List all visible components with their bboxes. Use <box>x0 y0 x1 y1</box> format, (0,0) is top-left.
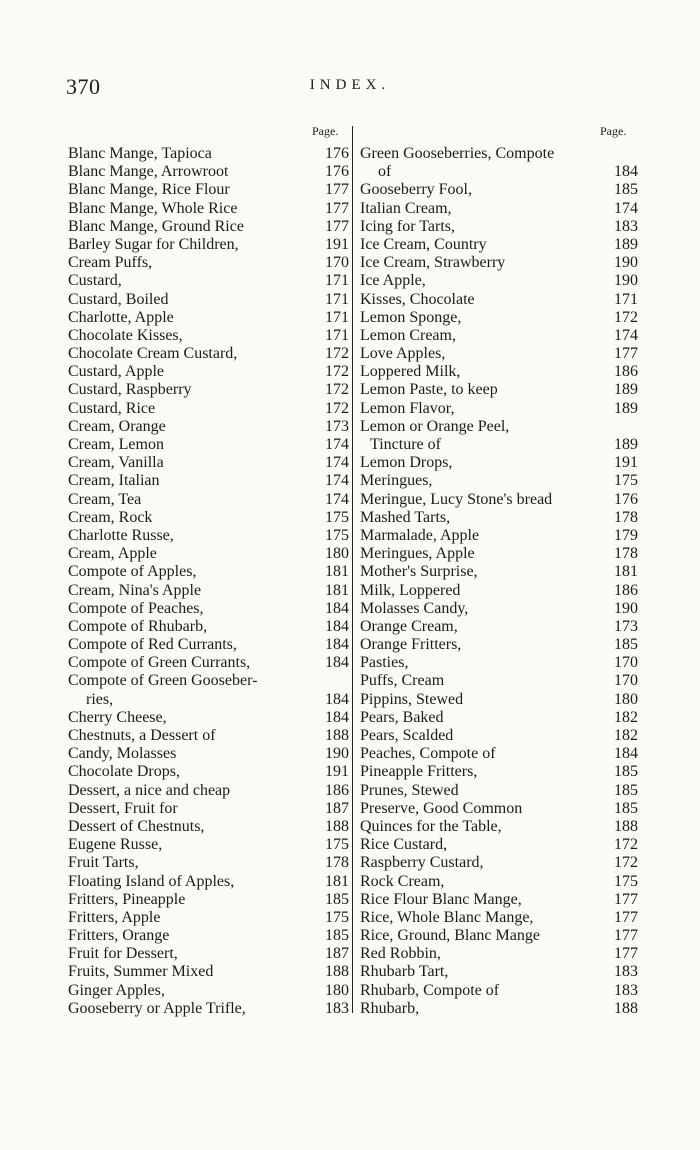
index-entry <box>360 418 638 436</box>
index-entry-page: 184 <box>614 745 638 763</box>
index-entry <box>360 745 638 763</box>
index-entry <box>360 491 638 509</box>
index-entry-page: 178 <box>614 508 638 526</box>
index-entry-text: Pippins, Stewed <box>360 690 464 708</box>
index-entry-text: Pears, Scalded <box>360 727 454 744</box>
index-entry <box>68 509 349 527</box>
index-entry-text: Dessert of Chestnuts, <box>68 817 205 835</box>
index-entry-page: 190 <box>614 254 638 272</box>
index-entry-text: Fritters, Apple <box>68 908 161 926</box>
index-entry-page: 180 <box>325 981 349 999</box>
index-entry-text: Lemon Drops, <box>360 454 453 472</box>
index-entry <box>68 963 349 981</box>
index-entry-page: 177 <box>614 927 638 945</box>
index-entry-page: 170 <box>614 654 638 672</box>
index-entry-text: Fruit Tarts, <box>68 854 139 872</box>
index-entry-page: 183 <box>614 217 638 235</box>
index-entry-page: 187 <box>325 945 349 963</box>
index-entry <box>68 345 349 363</box>
index-entry-text: Ice Cream, Strawberry <box>360 254 506 272</box>
index-entry-page: 177 <box>325 217 349 235</box>
index-entry <box>68 181 349 199</box>
index-entry-page: 189 <box>614 381 638 399</box>
index-entry <box>360 818 638 836</box>
index-entry-text: Molasses Candy, <box>360 599 469 617</box>
index-entry <box>68 636 349 654</box>
index-entry <box>68 836 349 854</box>
index-entry <box>360 200 638 218</box>
index-entry-page: 177 <box>325 199 349 217</box>
index-entry-text: Rice Flour Blanc Mange, <box>360 890 522 908</box>
index-entry-page: 174 <box>614 326 638 344</box>
index-entry-text: Cherry Cheese, <box>68 708 167 726</box>
index-entry <box>360 545 638 563</box>
index-entry-text: Cream, Rock <box>68 508 153 526</box>
index-entry-text: Fritters, Pineapple <box>68 890 186 908</box>
index-entry-page: 178 <box>614 545 638 563</box>
index-entry-page: 177 <box>614 345 638 363</box>
index-entry <box>68 982 349 1000</box>
index-entry <box>68 800 349 818</box>
index-entry-text: Rhubarb, Compote of <box>360 981 500 999</box>
index-entry-page: 172 <box>325 399 349 417</box>
index-entry-page: 174 <box>325 454 349 472</box>
index-entry-text: Custard, Rice <box>68 399 156 417</box>
index-entry <box>68 709 349 727</box>
index-entry-text: Icing for Tarts, <box>360 217 455 235</box>
index-entry <box>68 218 349 236</box>
index-entry-text: Barley Sugar for Children, <box>68 235 239 253</box>
index-entry-text: Blanc Mange, Whole Rice <box>68 199 238 217</box>
page-number: 370 <box>66 74 101 99</box>
index-entry-page: 172 <box>325 345 349 363</box>
index-entry-text: Meringues, <box>360 472 433 490</box>
index-entry-page: 175 <box>325 526 349 544</box>
index-entry-text: Gooseberry or Apple Trifle, <box>68 999 246 1017</box>
index-entry <box>360 400 638 418</box>
index-entry <box>68 763 349 781</box>
index-entry-page: 176 <box>325 163 349 181</box>
index-entry <box>68 418 349 436</box>
right-page-column-label: Page. <box>600 124 627 138</box>
index-entry-page: 179 <box>614 526 638 544</box>
index-entry <box>360 654 638 672</box>
index-entry-text: Eugene Russe, <box>68 836 163 854</box>
index-entry-page: 175 <box>325 508 349 526</box>
index-entry <box>360 163 638 181</box>
index-entry-text: Cream Puffs, <box>68 254 153 272</box>
index-entry-text: Loppered Milk, <box>360 363 461 381</box>
index-entry <box>360 982 638 1000</box>
index-entry-page: 185 <box>614 181 638 199</box>
index-entry-page: 183 <box>325 999 349 1017</box>
index-entry <box>360 272 638 290</box>
index-entry <box>360 509 638 527</box>
index-entry <box>68 272 349 290</box>
index-entry-page: 170 <box>614 672 638 690</box>
index-entry-text: Lemon Sponge, <box>360 308 462 326</box>
index-entry <box>360 945 638 963</box>
index-entry-text: Dessert, a nice and cheap <box>68 781 231 799</box>
index-entry-text: Meringues, Apple <box>360 545 475 563</box>
index-entry-page: 171 <box>325 326 349 344</box>
index-entry <box>68 381 349 399</box>
index-entry-text: Meringue, Lucy Stone's bread <box>360 490 553 508</box>
index-entry-page: 190 <box>325 745 349 763</box>
index-entry-text: Compote of Green Currants, <box>68 654 251 672</box>
index-entry <box>360 727 638 745</box>
index-entry <box>360 873 638 891</box>
index-entry <box>360 236 638 254</box>
index-entry <box>68 163 349 181</box>
index-entry-text: Quinces for the Table, <box>360 817 502 835</box>
index-entry-text: Tincture of <box>370 436 441 453</box>
index-entry <box>68 400 349 418</box>
index-entry-page: 172 <box>325 381 349 399</box>
index-entry <box>68 254 349 272</box>
index-entry-text: Blanc Mange, Ground Rice <box>68 217 244 235</box>
index-entry-text: Kisses, Chocolate <box>360 290 475 308</box>
index-entry <box>68 363 349 381</box>
index-entry <box>68 527 349 545</box>
index-entry-page: 181 <box>614 563 638 581</box>
index-entry-text: Chocolate Cream Custard, <box>68 345 238 363</box>
index-entry-text: Charlotte, Apple <box>68 308 174 326</box>
index-entry-page: 185 <box>614 763 638 781</box>
index-entry <box>68 436 349 454</box>
index-entry-text: Cream, Nina's Apple <box>68 581 202 599</box>
index-entry <box>360 291 638 309</box>
index-entry-page: 173 <box>614 617 638 635</box>
index-entry-page: 178 <box>325 854 349 872</box>
index-entry-text: Charlotte Russe, <box>68 526 174 544</box>
index-entry <box>360 1000 638 1018</box>
index-entry-page: 172 <box>614 854 638 872</box>
index-entry-text: ries, <box>86 690 114 708</box>
index-entry-text: Lemon Cream, <box>360 326 456 344</box>
index-entry-text: Red Robbin, <box>360 945 441 963</box>
index-entry <box>68 873 349 891</box>
index-entry <box>360 836 638 854</box>
index-entry-text: Candy, Molasses <box>68 745 177 763</box>
index-entry-text: Lemon Flavor, <box>360 399 455 417</box>
index-entry-text: Blanc Mange, Arrowroot <box>68 163 229 181</box>
index-entry-text: Rice, Ground, Blanc Mange <box>360 927 540 945</box>
index-entry <box>68 818 349 836</box>
index-entry <box>360 672 638 690</box>
index-entry <box>360 254 638 272</box>
index-entry-text: Blanc Mange, Rice Flour <box>68 181 230 199</box>
index-entry-page: 184 <box>325 654 349 672</box>
index-entry <box>360 381 638 399</box>
index-entry-page: 183 <box>614 963 638 981</box>
index-entry-text: Compote of Rhubarb, <box>68 617 208 635</box>
index-entry-text: Raspberry Custard, <box>360 854 484 872</box>
index-entry-page: 177 <box>614 945 638 963</box>
index-entry-text: Fritters, Orange <box>68 927 170 945</box>
index-entry <box>360 472 638 490</box>
index-entry <box>360 782 638 800</box>
index-entry-text: Cream, Lemon <box>68 436 164 453</box>
index-entry-page: 185 <box>325 890 349 908</box>
index-entry-page: 172 <box>614 836 638 854</box>
index-entry-page: 191 <box>614 454 638 472</box>
index-entry-page: 186 <box>325 781 349 799</box>
index-entry-page: 188 <box>325 817 349 835</box>
index-entry-page: 173 <box>325 417 349 435</box>
index-entry <box>68 945 349 963</box>
index-entry <box>360 345 638 363</box>
right-index-column <box>360 145 638 1018</box>
index-entry-text: Floating Island of Apples, <box>68 872 235 890</box>
index-entry <box>360 709 638 727</box>
index-entry <box>360 636 638 654</box>
index-entry-page: 189 <box>614 399 638 417</box>
index-entry-text: Cream, Italian <box>68 472 160 490</box>
index-entry <box>68 454 349 472</box>
index-entry-text: Dessert, Fruit for <box>68 799 178 817</box>
index-entry-page: 191 <box>325 235 349 253</box>
index-entry-page: 185 <box>325 927 349 945</box>
index-entry-page: 174 <box>325 472 349 490</box>
left-page-column-label: Page. <box>312 124 339 138</box>
index-entry <box>68 854 349 872</box>
index-entry-page: 184 <box>325 690 349 708</box>
index-entry-text: Ice Cream, Country <box>360 235 487 253</box>
index-entry-text: Rhubarb Tart, <box>360 963 449 981</box>
index-entry-text: Custard, Boiled <box>68 290 169 308</box>
index-entry <box>360 927 638 945</box>
index-entry-page: 183 <box>614 981 638 999</box>
index-entry <box>360 600 638 618</box>
index-entry-text: Chocolate Kisses, <box>68 326 183 344</box>
index-entry-page: 174 <box>325 490 349 508</box>
index-entry-page: 189 <box>614 436 638 453</box>
index-entry <box>68 472 349 490</box>
index-entry-text: of <box>378 163 392 181</box>
index-entry-page: 190 <box>614 272 638 290</box>
index-entry <box>68 745 349 763</box>
index-entry-text: Rock Cream, <box>360 872 445 890</box>
index-entry <box>68 291 349 309</box>
index-entry-text: Orange Fritters, <box>360 636 462 654</box>
index-entry-page: 188 <box>325 727 349 744</box>
index-entry-text: Peaches, Compote of <box>360 745 496 763</box>
index-entry <box>360 891 638 909</box>
index-entry <box>68 727 349 745</box>
index-entry <box>68 582 349 600</box>
index-entry-page: 190 <box>614 599 638 617</box>
index-entry-text: Love Apples, <box>360 345 446 363</box>
index-entry <box>360 309 638 327</box>
index-entry-page: 184 <box>325 636 349 654</box>
index-entry <box>68 891 349 909</box>
index-entry <box>68 309 349 327</box>
index-entry-text: Rice Custard, <box>360 836 448 854</box>
index-entry-page: 184 <box>325 617 349 635</box>
index-entry <box>68 545 349 563</box>
index-entry-text: Ice Apple, <box>360 272 426 290</box>
index-entry <box>360 218 638 236</box>
index-entry-page: 177 <box>325 181 349 199</box>
index-entry-page: 186 <box>614 581 638 599</box>
index-entry-page: 170 <box>325 254 349 272</box>
index-entry-page: 180 <box>325 545 349 563</box>
index-entry <box>360 181 638 199</box>
index-entry-text: Pineapple Fritters, <box>360 763 478 781</box>
index-entry <box>68 691 349 709</box>
index-entry-text: Pears, Baked <box>360 708 444 726</box>
index-entry-page: 180 <box>614 690 638 708</box>
index-entry-page: 185 <box>614 781 638 799</box>
index-entry-page: 172 <box>614 308 638 326</box>
index-entry <box>360 909 638 927</box>
index-entry-page: 181 <box>325 872 349 890</box>
index-entry-text: Compote of Apples, <box>68 563 197 581</box>
index-entry-page: 175 <box>325 836 349 854</box>
index-entry-page: 172 <box>325 363 349 381</box>
index-entry-text: Blanc Mange, Tapioca <box>68 145 212 162</box>
index-entry <box>360 563 638 581</box>
index-entry-text: Gooseberry Fool, <box>360 181 472 199</box>
index-entry <box>360 618 638 636</box>
index-entry-page: 184 <box>325 708 349 726</box>
index-entry-page: 171 <box>325 290 349 308</box>
index-entry <box>360 145 638 163</box>
index-entry-page: 188 <box>614 817 638 835</box>
index-entry-text: Compote of Red Currants, <box>68 636 237 654</box>
index-entry <box>68 200 349 218</box>
index-entry <box>68 491 349 509</box>
index-entry-page: 187 <box>325 799 349 817</box>
left-index-column <box>68 145 349 1018</box>
index-entry-text: Preserve, Good Common <box>360 799 523 817</box>
running-head: INDEX. <box>309 77 391 93</box>
index-entry-page: 176 <box>325 145 349 162</box>
index-entry-text: Fruits, Summer Mixed <box>68 963 214 981</box>
index-entry <box>68 327 349 345</box>
index-entry <box>360 854 638 872</box>
index-entry-text: Custard, Apple <box>68 363 164 381</box>
index-entry-text: Mother's Surprise, <box>360 563 478 581</box>
index-entry-page: 176 <box>614 490 638 508</box>
index-entry-page: 185 <box>614 799 638 817</box>
index-entry-page: 181 <box>325 581 349 599</box>
index-entry-text: Cream, Vanilla <box>68 454 164 472</box>
index-entry <box>68 618 349 636</box>
index-entry-text: Pasties, <box>360 654 409 672</box>
index-entry-text: Custard, <box>68 272 122 290</box>
index-entry-text: Prunes, Stewed <box>360 781 459 799</box>
index-entry-page: 184 <box>614 163 638 181</box>
index-entry-text: Chestnuts, a Dessert of <box>68 727 216 744</box>
index-entry-text: Mashed Tarts, <box>360 508 451 526</box>
index-entry <box>68 672 349 690</box>
index-entry-page: 181 <box>325 563 349 581</box>
index-entry-text: Fruit for Dessert, <box>68 945 178 963</box>
index-entry-text: Cream, Orange <box>68 417 166 435</box>
index-entry <box>360 527 638 545</box>
index-entry <box>360 454 638 472</box>
index-entry-page: 175 <box>325 908 349 926</box>
index-entry-page: 185 <box>614 636 638 654</box>
index-entry-text: Lemon Paste, to keep <box>360 381 498 399</box>
index-entry <box>360 691 638 709</box>
index-entry-page: 191 <box>325 763 349 781</box>
index-entry <box>68 600 349 618</box>
index-entry-page: 189 <box>614 235 638 253</box>
index-entry-page: 175 <box>614 472 638 490</box>
index-entry-page: 174 <box>325 436 349 453</box>
index-entry <box>360 327 638 345</box>
index-entry-page: 186 <box>614 363 638 381</box>
index-entry-page: 174 <box>614 199 638 217</box>
index-entry <box>360 436 638 454</box>
index-entry-page: 177 <box>614 908 638 926</box>
index-entry-text: Compote of Peaches, <box>68 599 204 617</box>
index-entry-text: Milk, Loppered <box>360 581 461 599</box>
index-entry <box>68 236 349 254</box>
index-entry-text: Puffs, Cream <box>360 672 445 690</box>
index-entry-text: Lemon or Orange Peel, <box>360 417 510 435</box>
index-entry-text: Cream, Tea <box>68 490 142 508</box>
index-entry <box>360 582 638 600</box>
index-entry-text: Cream, Apple <box>68 545 157 563</box>
index-entry <box>68 1000 349 1018</box>
index-entry <box>68 145 349 163</box>
index-entry-page: 188 <box>325 963 349 981</box>
index-entry-text: Italian Cream, <box>360 199 452 217</box>
index-entry-text: Custard, Raspberry <box>68 381 192 399</box>
index-entry-page: 182 <box>614 708 638 726</box>
index-entry <box>360 363 638 381</box>
index-entry-page: 171 <box>325 272 349 290</box>
index-entry <box>360 800 638 818</box>
index-entry-text: Orange Cream, <box>360 617 458 635</box>
index-entry-page: 175 <box>614 872 638 890</box>
index-entry <box>68 782 349 800</box>
index-entry-page: 171 <box>614 290 638 308</box>
index-entry-text: Ginger Apples, <box>68 981 165 999</box>
index-entry-page: 171 <box>325 308 349 326</box>
index-entry-text: Rice, Whole Blanc Mange, <box>360 908 534 926</box>
index-entry-text: Chocolate Drops, <box>68 763 180 781</box>
index-entry-page: 177 <box>614 890 638 908</box>
index-entry-text: Green Gooseberries, Compote <box>360 145 555 162</box>
index-entry <box>68 654 349 672</box>
index-entry-page: 188 <box>614 999 638 1017</box>
index-entry-page: 182 <box>614 727 638 744</box>
index-entry <box>68 927 349 945</box>
index-entry <box>68 563 349 581</box>
index-entry-text: Marmalade, Apple <box>360 526 480 544</box>
column-divider <box>352 126 353 1013</box>
index-entry-page: 184 <box>325 599 349 617</box>
index-entry-text: Rhubarb, <box>360 999 420 1017</box>
index-entry-text: Compote of Green Gooseber- <box>68 672 258 690</box>
index-entry <box>68 909 349 927</box>
index-entry <box>360 963 638 981</box>
index-entry <box>360 763 638 781</box>
